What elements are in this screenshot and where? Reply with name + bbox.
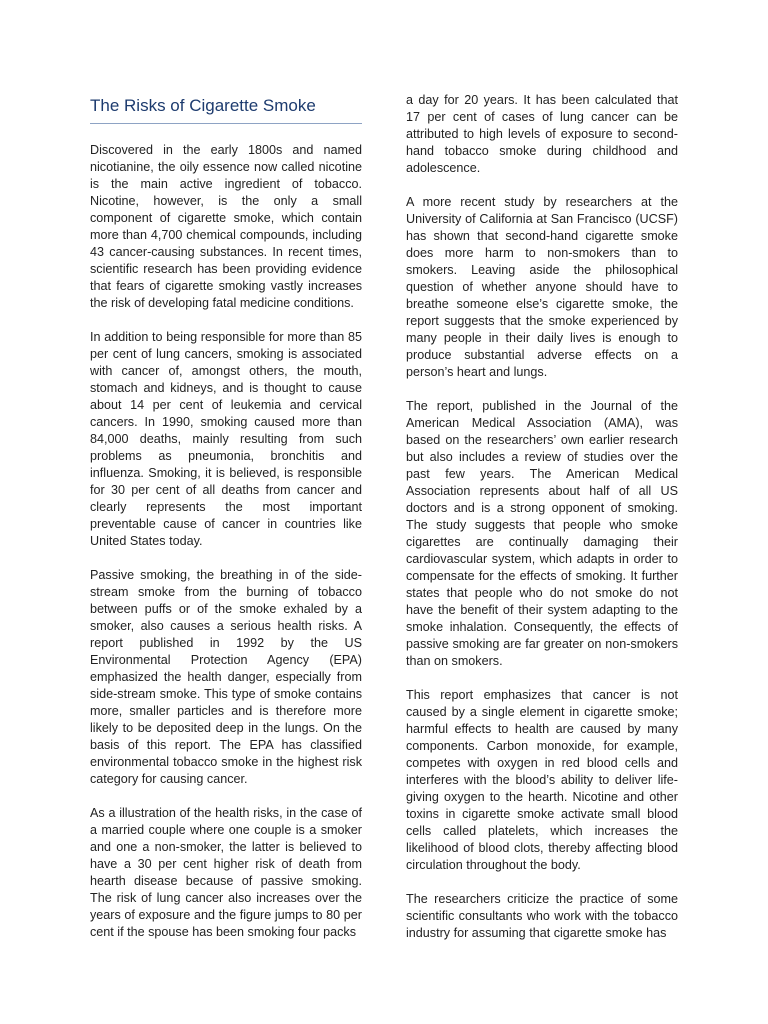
paragraph: Discovered in the early 1800s and named nicotianine, the oily essence now called nicotine is the main active ingredient of tobacco. Nicotine, however, is the only a small component of cigarette smoke, which contain more than 4,700 chemical compounds, including 43 cancer-causing substances. In recent times, scientific research has been providing evidence that fears of cigarette smoking vastly increases the risk of developing fatal medicine conditions. bbox=[90, 143, 362, 310]
paragraph: In addition to being responsible for more than 85 per cent of lung cancers, smoking is associated with cancer of, amongst others, the mouth, stomach and kidneys, and is thought to cause about 14 per cent of leukemia and cervical cancers. In 1990, smoking caused more than 84,000 deaths, mainly resulting from such problems as pneumonia, bronchitis and influenza. Smoking, it is believed, is responsible for 30 per cent of all deaths from cancer and clearly represents the most important preventable cause of cancer in countries like United States today. bbox=[90, 330, 362, 548]
paragraph: a day for 20 years. It has been calculated that 17 per cent of cases of lung cancer can be attributed to high levels of exposure to second-hand tobacco smoke during childhood and adolescence. bbox=[406, 93, 678, 175]
paragraph: The report, published in the Journal of the American Medical Association (AMA), was based on the researchers’ own earlier research but also includes a review of studies over the past few years. The American Medical Association represents about half of all US doctors and is a strong opponent of smoking. The study suggests that people who smoke cigarettes are continually damaging their cardiovascular system, which adapts in order to compensate for the effects of smoking. It further states that people who do not smoke do not have the benefit of their system adapting to the smoke inhalation. Consequently, the effects of passive smoking are far greater on non-smokers than on smokers. bbox=[406, 399, 678, 668]
document-title: The Risks of Cigarette Smoke bbox=[90, 92, 362, 124]
paragraph: The researchers criticize the practice of some scientific consultants who work with the tobacco industry for assuming that cigarette smoke has bbox=[406, 892, 678, 940]
paragraph: Passive smoking, the breathing in of the side-stream smoke from the burning of tobacco between puffs or of the smoke exhaled by a smoker, also causes a serious health risks. A report published in 1992 by the US Environmental Protection Agency (EPA) emphasized the health danger, especially from side-stream smoke. This type of smoke contains more, smaller particles and is therefore more likely to be deposited deep in the lungs. On the basis of this report. The EPA has classified environmental tobacco smoke in the highest risk category for causing cancer. bbox=[90, 568, 362, 786]
paragraph: As a illustration of the health risks, in the case of a married couple where one couple is a smoker and one a non-smoker, the latter is believed to have a 30 per cent higher risk of death from hearth disease because of passive smoking. The risk of lung cancer also increases over the years of exposure and the figure jumps to 80 per cent if the spouse has been smoking four packs bbox=[90, 806, 362, 939]
paragraph: This report emphasizes that cancer is not caused by a single element in cigarette smoke; harmful effects to health are caused by many components. Carbon monoxide, for example, competes with oxygen in red blood cells and interferes with the blood’s ability to deliver life-giving oxygen to the hearth. Nicotine and other toxins in cigarette smoke activate small blood cells called platelets, which increases the likelihood of blood clots, thereby affecting blood circulation throughout the body. bbox=[406, 688, 678, 872]
left-column bbox=[90, 92, 362, 958]
paragraph: A more recent study by researchers at the University of California at San Francisco (UCSF) has shown that second-hand cigarette smoke does more harm to non-smokers than to smokers. Leaving aside the philosophical question of whether anyone should have to breathe someone else’s cigarette smoke, the report suggests that the smoke experienced by many people in their daily lives is enough to produce substantial adverse effects on a person’s heart and lungs. bbox=[406, 195, 678, 379]
right-column bbox=[406, 92, 678, 959]
